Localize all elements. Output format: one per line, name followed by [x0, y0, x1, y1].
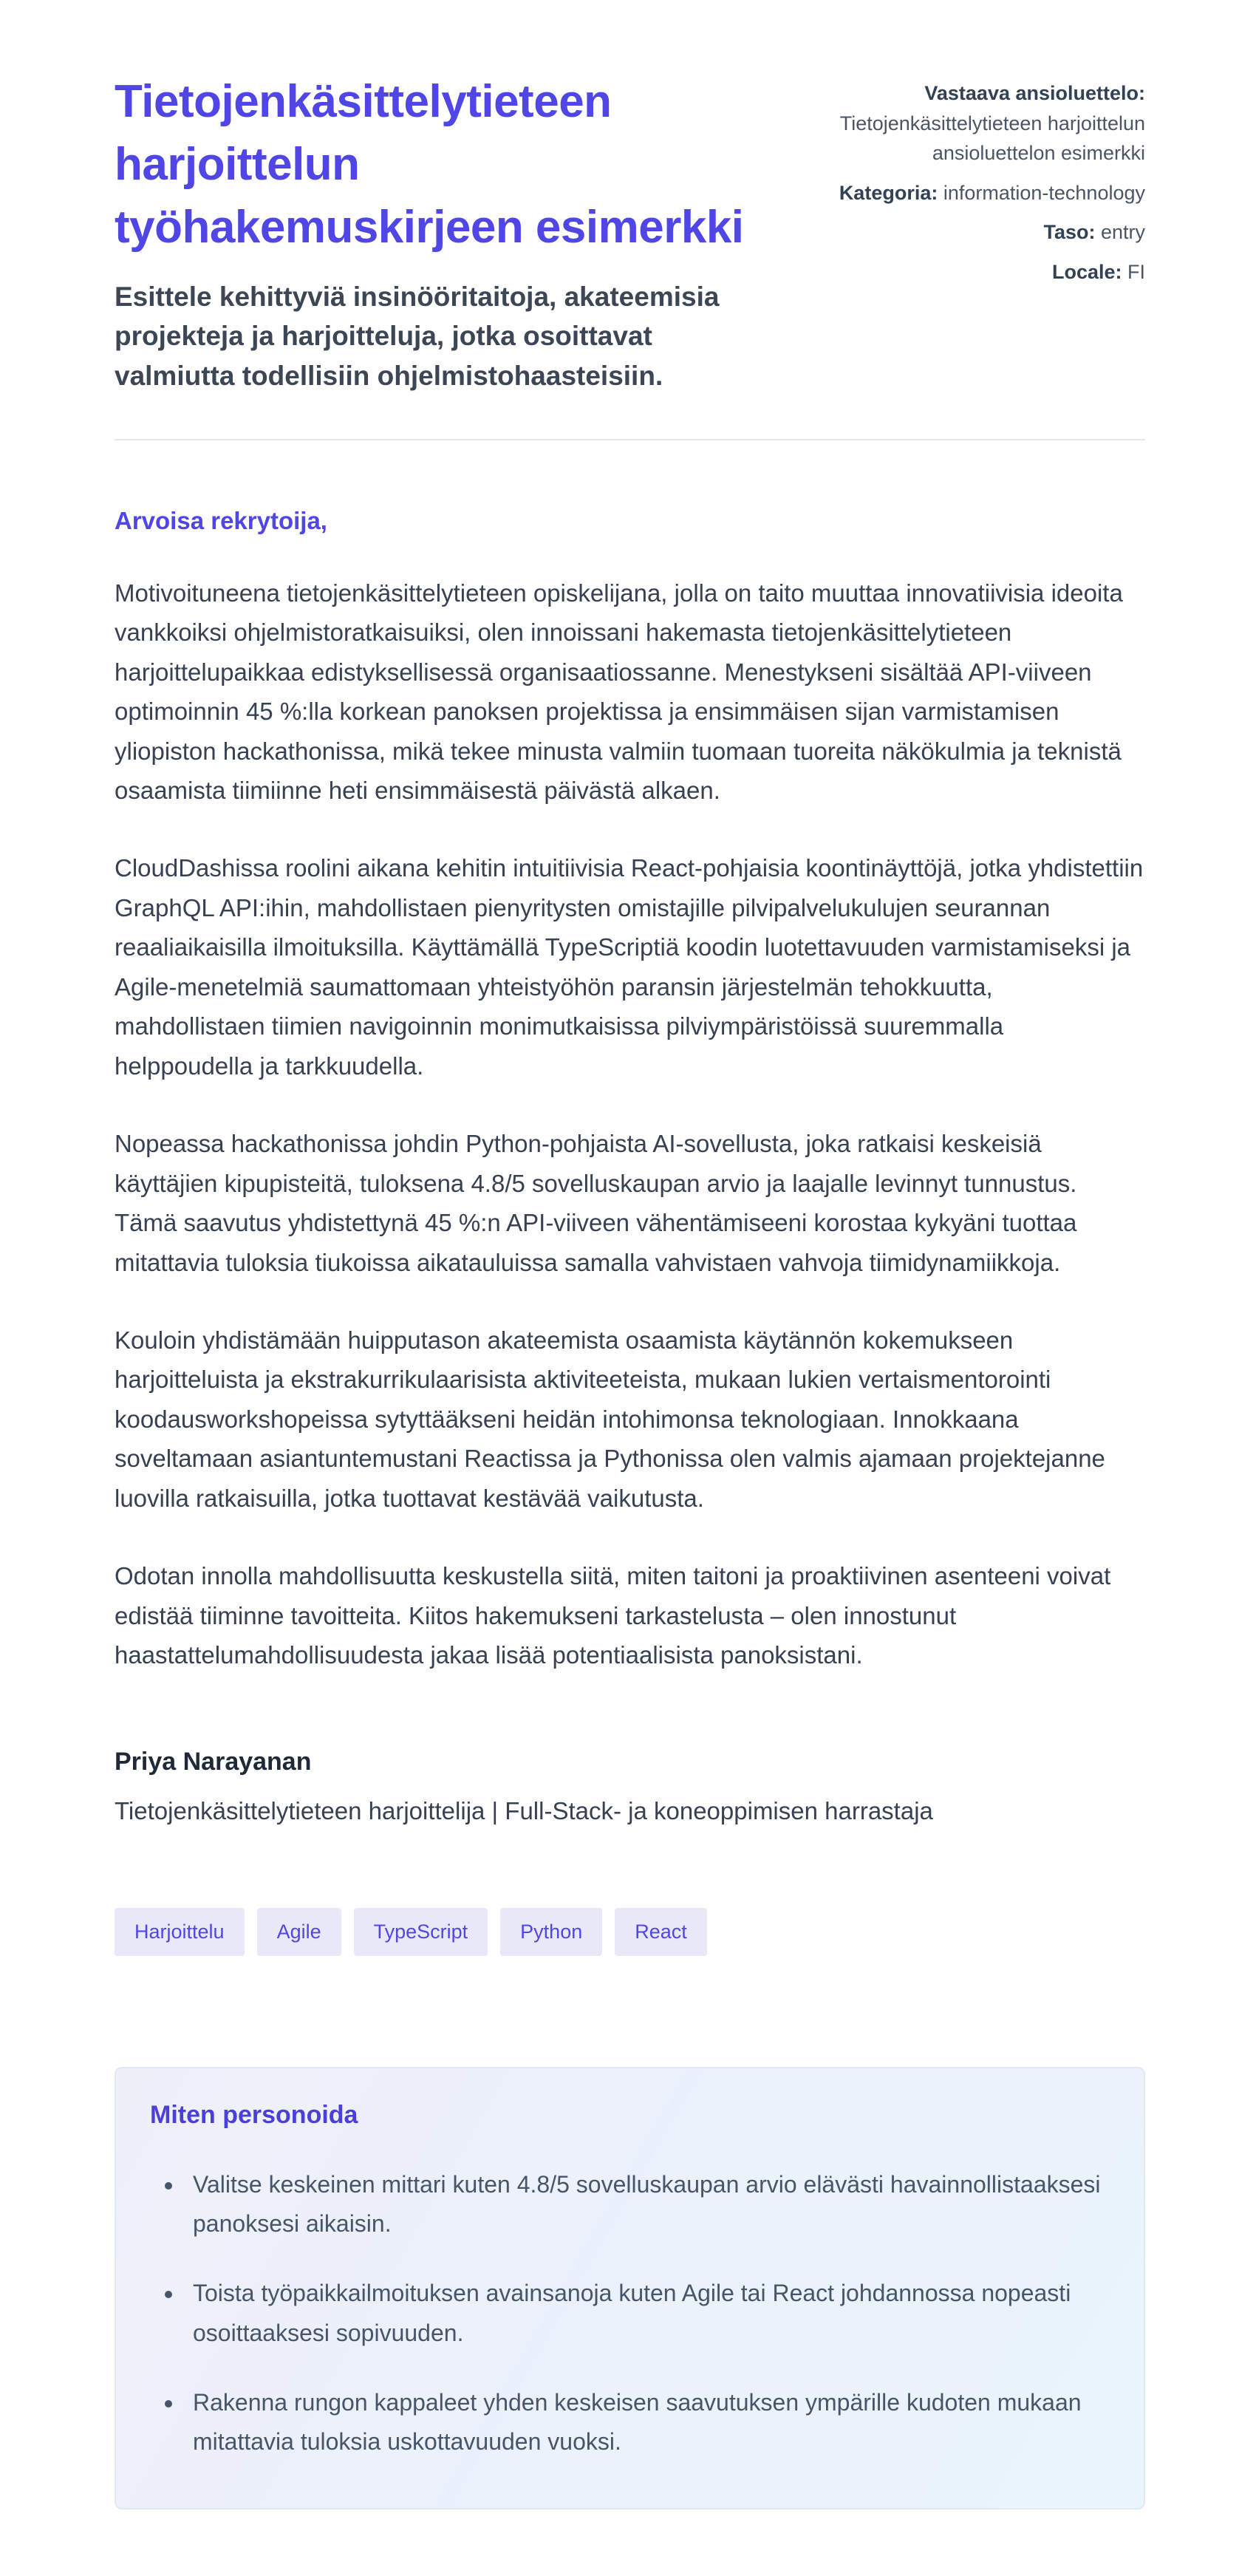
title-block	[115, 71, 752, 396]
tips-item: • Valitse keskeinen mittari kuten 4.8/5 sovelluskaupan arvio elävästi havainnollistaaksesi panoksesi aikaisin.	[184, 2165, 1107, 2245]
meta-category-label: Kategoria:	[839, 181, 938, 204]
meta-row-category	[782, 178, 1145, 208]
meta-row-resume	[782, 78, 1145, 168]
page-title: Tietojenkäsittelytieteen harjoittelun työhakemuskirjeen esimerkki	[115, 76, 744, 253]
page-subtitle: Esittele kehittyviä insinööritaitoja, akateemisia projekteja ja harjoitteluja, jotka osoittavat valmiutta todellisiin ohjelmistohaasteisiin.	[115, 281, 720, 392]
meta-level-label: Taso:	[1043, 221, 1096, 243]
letter-paragraph: Motivoituneena tietojenkäsittelytieteen opiskelijana, jolla on taito muuttaa innovatiivisia ideoita vankkoiksi ohjelmistoratkaisuiksi, olen innoissani hakemasta tietojenkäsittelytieteen harjoittelupaikkaa edistyksellisessä organisaatiossanne. Menestykseni sisältää API-viiveen optimoinnin 45 %:lla korkean panoksen projektissa ja ensimmäisen sijan varmistamisen yliopiston hackathonissa, mikä tekee minusta valmiin tuomaan tuoreita näkökulmia ja teknistä osaamista tiimiinne heti ensimmäisestä päivästä alkaen.	[115, 579, 1123, 804]
letter-greeting: Arvoisa rekrytoija,	[115, 506, 327, 534]
meta-row-locale	[782, 257, 1145, 287]
meta-level-value: entry	[1095, 221, 1145, 243]
signature-role: Tietojenkäsittelytieteen harjoittelija | Full-Stack- ja koneoppimisen harrastaja	[115, 1796, 933, 1824]
tag-list	[115, 1908, 1145, 1956]
letter-paragraph: Odotan innolla mahdollisuutta keskustella siitä, miten taitoni ja proaktiivinen asenteeni voivat edistää tiiminne tavoitteita. Kiitos hakemukseni tarkastelusta – olen innostunut haastattelumahdollisuudesta jakaa lisää potentiaalisista panoksistani.	[115, 1562, 1111, 1669]
letter-body	[115, 507, 1145, 1825]
tag-chip: TypeScript	[354, 1908, 488, 1956]
tips-box	[115, 2067, 1145, 2510]
page-header	[115, 71, 1145, 396]
letter-paragraph: Nopeassa hackathonissa johdin Python-pohjaista AI-sovellusta, joka ratkaisi keskeisiä käyttäjien kipupisteitä, tuloksena 4.8/5 sovelluskaupan arvio ja laajalle levinnyt tunnustus. Tämä saavutus yhdistettynä 45 %:n API-viiveen vähentämiseeni korostaa kykyäni tuottaa mitattavia tuloksia tiukoissa aikatauluissa samalla vahvistaen vahvoja tiimidynamiikkoja.	[115, 1130, 1077, 1276]
meta-resume-value: Tietojenkäsittelytieteen harjoittelun ansioluettelon esimerkki	[839, 112, 1145, 164]
meta-row-level	[782, 217, 1145, 248]
tag-chip: Harjoittelu	[115, 1908, 245, 1956]
letter-paragraph: Kouloin yhdistämään huipputason akateemista osaamista käytännön kokemukseen harjoitteluista ja ekstrakurrikulaarisista aktiviteeteista, mukaan lukien vertaismentorointi koodausworkshopeissa sytyttääkseni heidän intohimonsa teknologiaan. Innokkaana soveltamaan asiantuntemustani Reactissa ja Pythonissa olen valmis ajamaan projektejanne luovilla ratkaisuilla, jotka tuottavat kestävää vaikutusta.	[115, 1326, 1105, 1512]
meta-locale-label: Locale:	[1051, 260, 1122, 283]
tips-item: • Toista työpaikkailmoituksen avainsanoja kuten Agile tai React johdannossa nopeasti osoittaaksesi sopivuuden.	[184, 2274, 1107, 2354]
tag-chip: Python	[500, 1908, 602, 1956]
tips-list	[150, 2165, 1107, 2463]
meta-locale-value: FI	[1122, 260, 1145, 283]
tips-item: • Rakenna rungon kappaleet yhden keskeisen saavutuksen ympärille kudoten mukaan mitattavia tuloksia uskottavuuden vuoksi.	[184, 2383, 1107, 2463]
meta-category-value: information-technology	[938, 181, 1145, 204]
meta-resume-label: Vastaava ansioluettelo:	[924, 82, 1145, 104]
letter-paragraph: CloudDashissa roolini aikana kehitin intuitiivisia React-pohjaisia koontinäyttöjä, jotka yhdistettiin GraphQL API:ihin, mahdollistaen pienyritysten omistajille pilvipalvelukulujen seurannan reaaliaikaisilla ilmoituksilla. Käyttämällä TypeScriptiä koodin luotettavuuden varmistamiseksi ja Agile-menetelmiä saumattomaan yhteistyöhön paransin järjestelmän tehokkuutta, mahdollistaen tiimien navigoinnin monimutkaisissa pilviympäristöissä suuremmalla helppoudella ja tarkkuudella.	[115, 854, 1144, 1080]
signature-name: Priya Narayanan	[115, 1747, 312, 1776]
header-divider	[115, 439, 1145, 440]
meta-panel	[782, 71, 1145, 287]
tips-heading: Miten personoida	[150, 2100, 358, 2129]
tag-chip: Agile	[257, 1908, 341, 1956]
tag-chip: React	[615, 1908, 707, 1956]
